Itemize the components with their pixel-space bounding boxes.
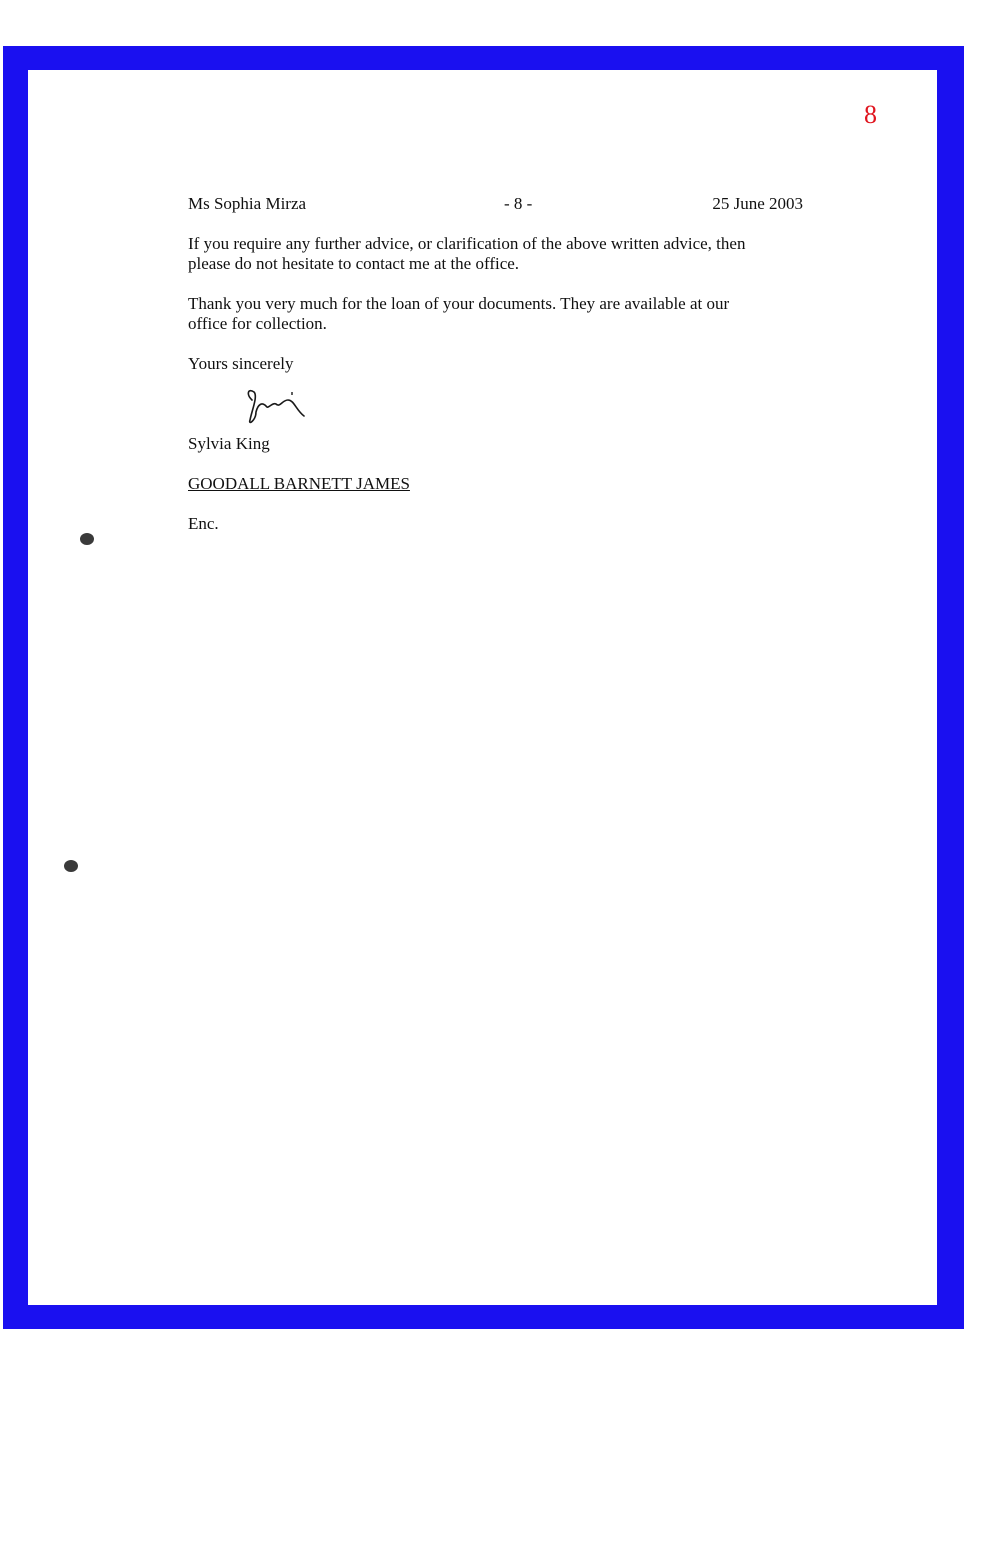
enclosure-note: Enc. (188, 514, 219, 533)
page-number: - 8 - (504, 194, 533, 213)
paragraph-advice (188, 234, 788, 274)
handwritten-signature (242, 386, 312, 430)
letter-header (188, 194, 803, 216)
paragraph-line: If you require any further advice, or clarification of the above written advice, then (188, 234, 746, 253)
closing-salutation: Yours sincerely (188, 354, 294, 373)
punch-hole-mark (80, 533, 94, 545)
paragraph-line: please do not hesitate to contact me at the office. (188, 254, 520, 273)
signer-name: Sylvia King (188, 434, 270, 453)
letter-date: 25 June 2003 (712, 194, 803, 213)
punch-hole-mark (64, 860, 78, 872)
recipient-name: Ms Sophia Mirza (188, 194, 307, 213)
page-marker: 8 (864, 100, 877, 129)
paragraph-line: Thank you very much for the loan of your documents. They are available at our (188, 294, 730, 313)
paragraph-documents (188, 294, 788, 334)
paragraph-line: office for collection. (188, 314, 327, 333)
firm-name: GOODALL BARNETT JAMES (188, 474, 410, 493)
